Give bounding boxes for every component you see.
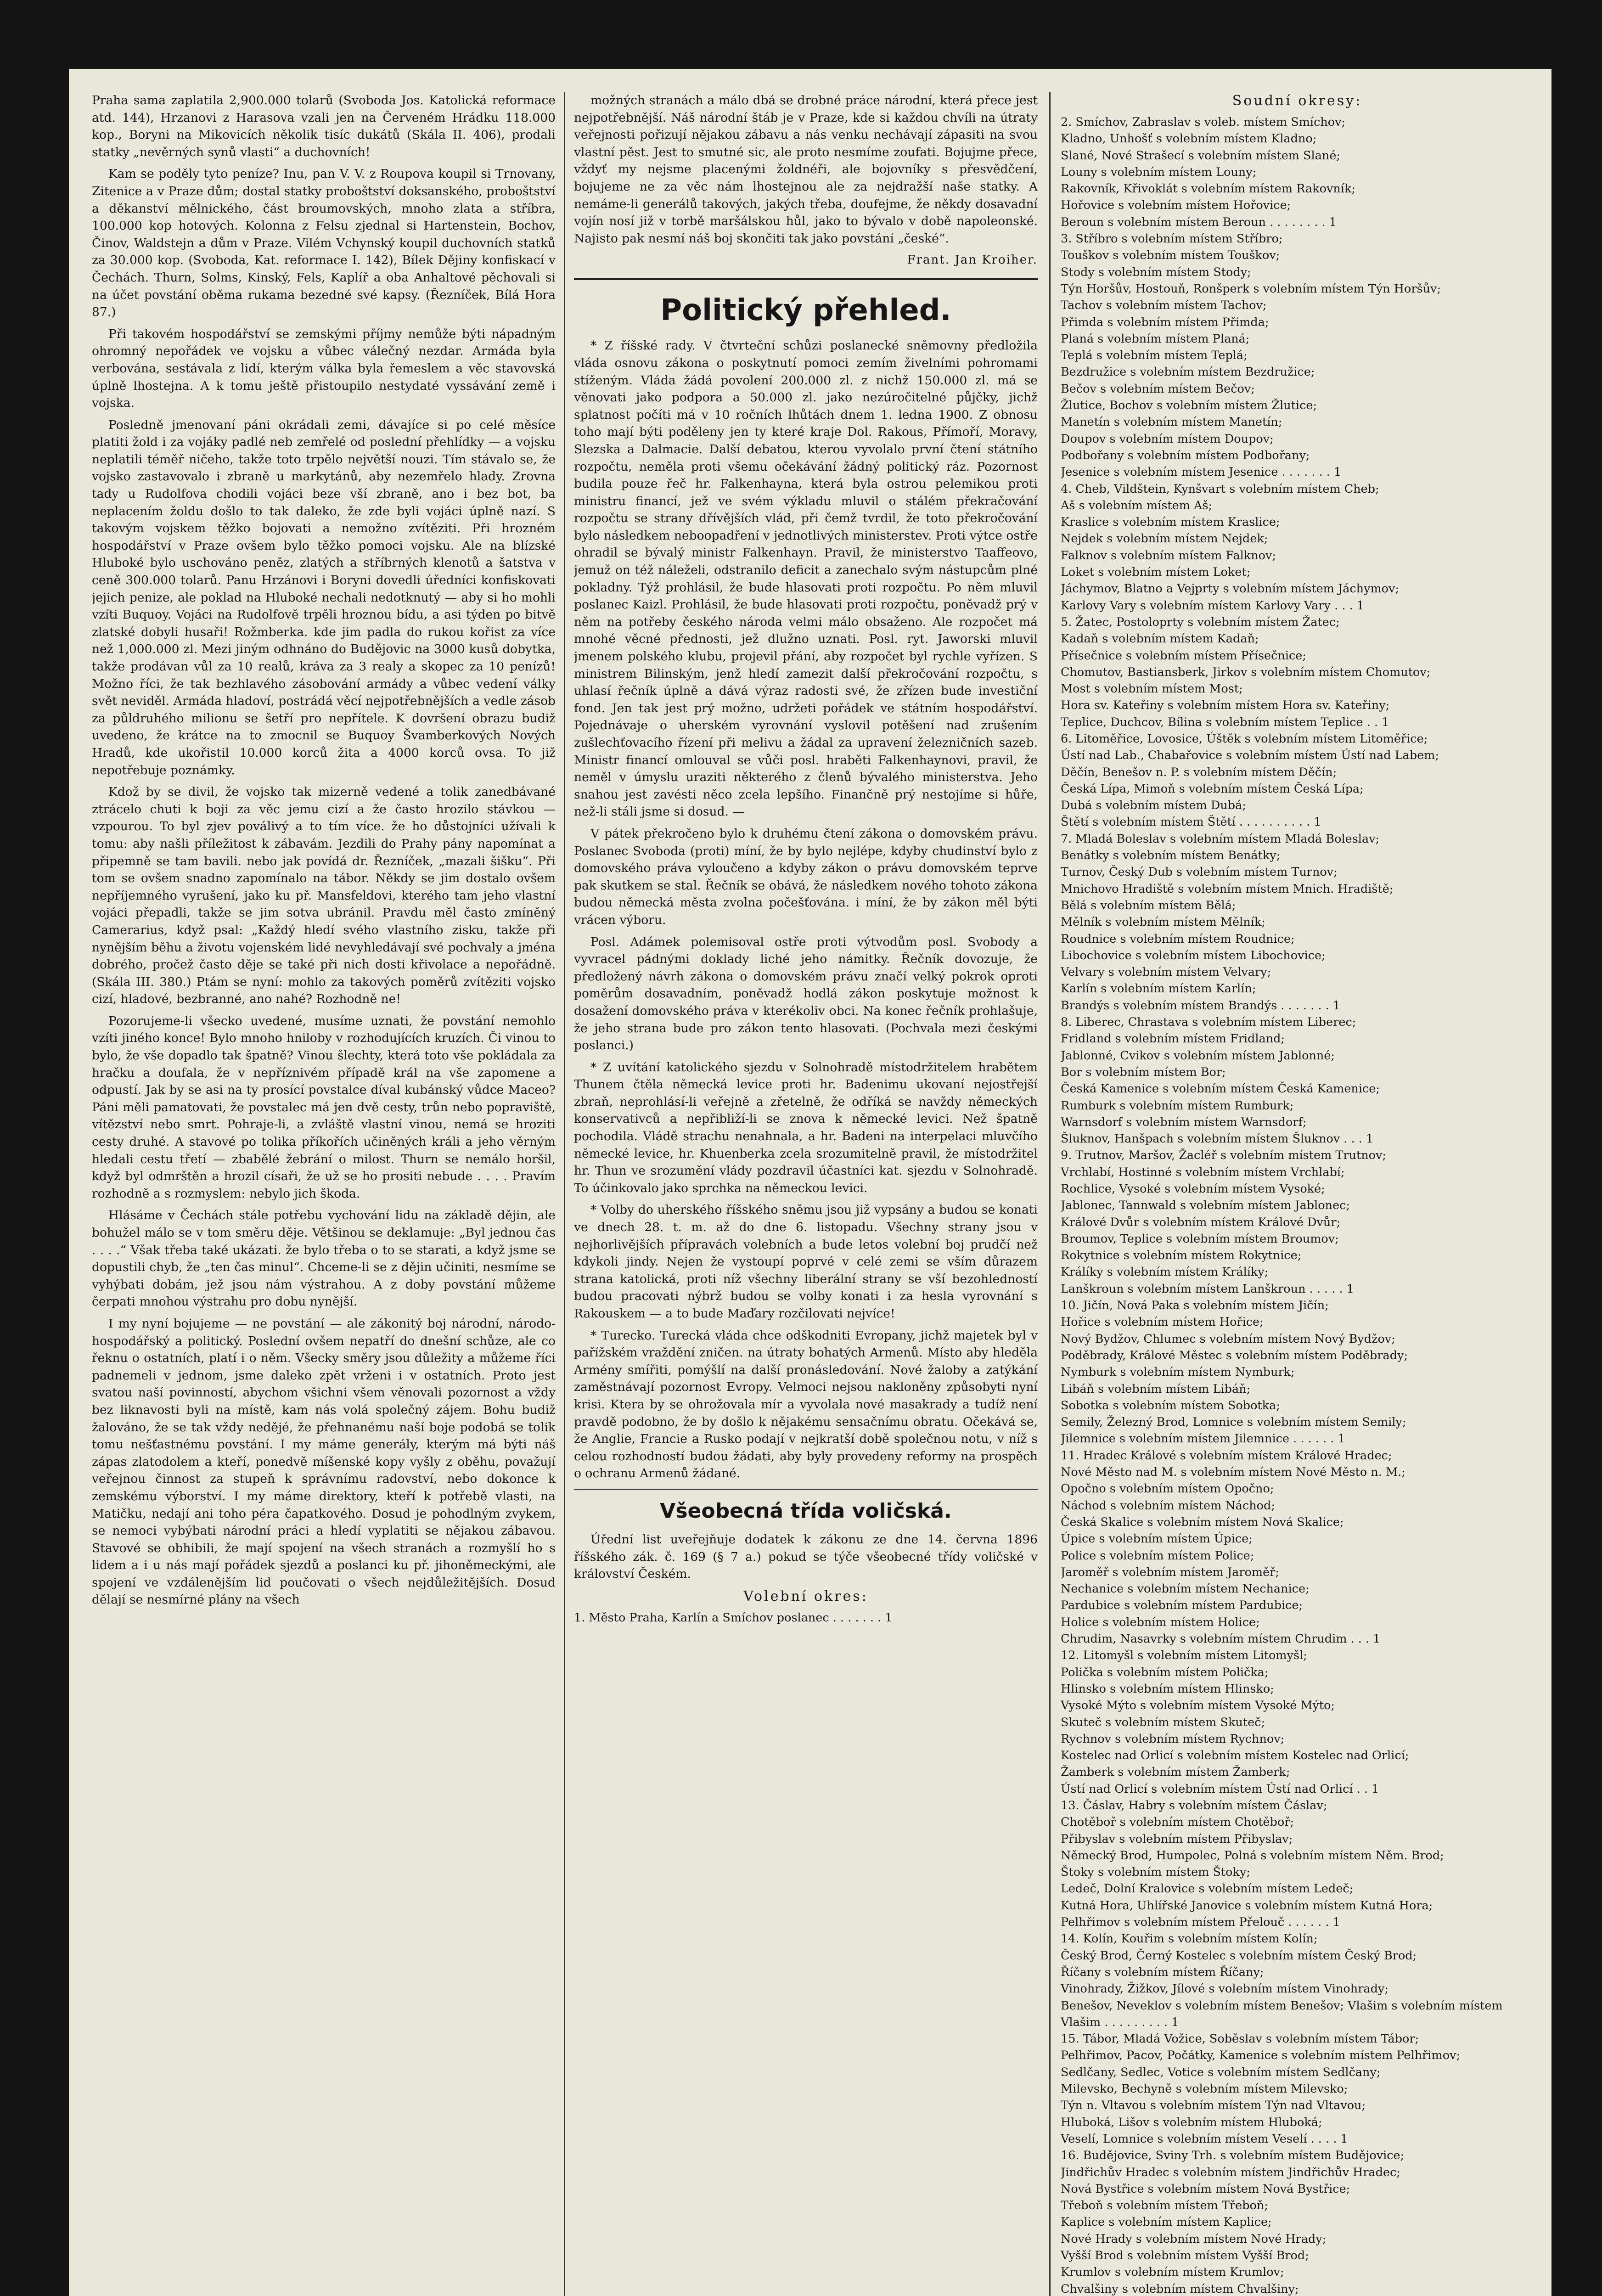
court-district-item: Pelhřimov, Pacov, Počátky, Kamenice s volebním místem Pelhřimov; xyxy=(1061,2048,1461,2063)
column-2 xyxy=(574,92,1038,2296)
article-paragraph: * Volby do uherského říšského sněmu jsou již vypsány a budou se konati ve dnech 28. t. m. až do dne 6. listopadu. Všechny strany jsou v nejhorlivějších přípravách volebních a bude letos volební boj prudčí než kdykoli jindy. Nejen že vystoupí poprvé v celé zemi se vším důrazem strana katolická, proti níž všechny liberální strany se vší bezohledností budou pracovati nýbrž budou se volby konati i za hesla vyrovnání s Rakouskem — a to bude Maďary rozčilovati nejvíce! xyxy=(574,1203,1038,1321)
article-paragraph: * Z říšské rady. V čtvrteční schůzi poslanecké sněmovny předložila vláda osnovu zákona o poskytnutí pomoci zemím živelními pohromami stíženým. Vláda žádá povolení 200.000 zl. z nichž 150.000 zl. má se věnovati jako podpora a 50.000 zl. jako nezúročitelné půjčky, jichž splatnost počíti má v 10 ročních lhůtách dnem 1. ledna 1900. Z obnosu toho mají býti poděleny jen ty které kraje Dol. Rakous, Přímoří, Moravy, Slezska a Dalmacie. Další debatou, kterou vyvolalo první čtení státního rozpočtu, neměla proti všemu očekávání žádný politický ráz. Pozornost budila pouze řeč hr. Falkenhayna, která byla ostrou pelemikou proti ministru financí, jež ve svém výkladu mluvil o stálém překračování rozpočtu se strany dřívějších vlád, při čemž tvrdil, že toto překročování bylo následkem neboopadření v jednotlivých ministerstev. Proti výtce ostře ohradil se bývalý ministr Falkenhayn. Pravil, že ministerstvo Taaffeovo, jemuž on též náleželi, odstranilo deficit a zanechalo svým nástupcům plné pokladny. Týž prohlásil, že bude hlasovati proti rozpočtu. Po něm mluvil poslanec Kaizl. Prohlásil, že bude hlasovati proti rozpočtu, poněvadž prý v něm na potřeby českého národa velmi málo obsaženo. Ale rozpočet má mnohé věcné přednosti, jež dlužno uznati. Posl. ryt. Jaworski mluvil jmenem polského klubu, projevil přání, aby rozpočet byl rychle vyřízen. S ministrem Bilinským, jenž hledí zamezit další překročování rozpočtu, s uhlasí řečník úplně a dává výraz radosti své, že zřízen bude investiční fond. Jen tak jest prý možno, udržeti pořádek ve státním hospodářství. Pojednávaje o uherském vyrovnání vyslovil potěšení nad zrušením zušlechťovacího řízení při melivu a žádal za upravení železničních sazeb. Ministr financí omlouval se vůči posl. hraběti Falkenhaynovi, pravil, že neměl v úmyslu uraziti některého z členů bývalého ministerstva. Jeho snahou jest zavésti něco zcela lepšího. Finančně prý nestojíme si hůře, než-li stáli jsme si dosud. — xyxy=(574,338,1038,819)
court-district-item: Kladno, Unhošť s volebním místem Kladno; xyxy=(1061,132,1317,146)
court-district-item: Kadaň s volebním místem Kadaň; xyxy=(1061,632,1259,646)
court-district-item: Jáchymov, Blatno a Vejprty s volebním místem Jáchymov; xyxy=(1061,582,1400,596)
court-district-item: Skuteč s volebním místem Skuteč; xyxy=(1061,1715,1265,1729)
court-district-item: Kaplice s volebním místem Kaplice; xyxy=(1061,2215,1272,2229)
electoral-district-item: 1. Město Praha, Karlín a Smíchov poslanec . . . . . . . 1 xyxy=(574,1610,893,1625)
court-district-item: 14. Kolín, Kouřim s volebním místem Kolín; xyxy=(1061,1932,1318,1946)
court-district-item: Police s volebním místem Police; xyxy=(1061,1548,1254,1563)
court-district-item: Poděbrady, Králové Městec s volebním místem Poděbrady; xyxy=(1061,1348,1408,1362)
court-district-item: Vysoké Mýto s volebním místem Vysoké Mýto; xyxy=(1061,1699,1335,1713)
court-district-item: Benešov, Neveklov s volebním místem Benešov; Vlašim s volebním místem Vlašim . . . . . . . . . 1 xyxy=(1061,1998,1503,2029)
court-district-item: Jilemnice s volebním místem Jilemnice . . . . . . 1 xyxy=(1061,1432,1345,1446)
court-district-item: Sedlčany, Sedlec, Votice s volebním místem Sedlčany; xyxy=(1061,2065,1381,2079)
article-paragraph: Praha sama zaplatila 2,900.000 tolarů (Svoboda Jos. Katolická reformace atd. 144), Hrzanovi z Harasova vzali jen na Červeném Hrádku 118.000 kop., Boryni na Mikovicích několik tisíc dukátů (Skála II. 406), prodali statky „nevěrných synů vlasti“ a duchovních! xyxy=(92,93,556,159)
column-3 xyxy=(1061,92,1534,2296)
court-district-item: Německý Brod, Humpolec, Polná s volebním místem Něm. Brod; xyxy=(1061,1848,1444,1863)
section-title-electoral-class: Všeobecná třída voličská. xyxy=(660,1499,952,1523)
court-district-item: Mělník s volebním místem Mělník; xyxy=(1061,915,1265,929)
court-district-item: 5. Žatec, Postoloprty s volebním místem Žatec; xyxy=(1061,615,1340,629)
electoral-district-heading: Volební okres: xyxy=(743,1588,868,1604)
court-district-item: Vyšší Brod s volebním místem Vyšší Brod; xyxy=(1061,2249,1309,2262)
court-district-item: Bečov s volebním místem Bečov; xyxy=(1061,382,1255,396)
court-district-item: Ledeč, Dolní Kralovice s volebním místem Ledeč; xyxy=(1061,1882,1354,1896)
court-district-item: Hořice s volebním místem Hořice; xyxy=(1061,1315,1264,1329)
court-district-item: Hořovice s volebním místem Hořovice; xyxy=(1061,198,1291,213)
court-district-item: Manetín s volebním místem Manetín; xyxy=(1061,415,1282,429)
court-district-item: Bor s volebním místem Bor; xyxy=(1061,1065,1226,1079)
court-district-item: 2. Smíchov, Zabraslav s voleb. místem Smíchov; xyxy=(1061,115,1346,129)
court-district-item: Česká Lípa, Mimoň s volebním místem Česká Lípa; xyxy=(1061,782,1364,796)
court-district-item: Karlovy Vary s volebním místem Karlovy Vary . . . 1 xyxy=(1061,598,1364,613)
court-district-item: Žamberk s volebním místem Žamberk; xyxy=(1061,1765,1290,1779)
court-district-item: Hluboká, Lišov s volebním místem Hluboká; xyxy=(1061,2115,1322,2129)
article-paragraph: Hlásáme v Čechách stále potřebu vychování lidu na základě dějin, ale bohužel málo se v tom směru děje. Většinou se deklamuje: „Byl jednou čas . . . .“ Však třeba také ukázati. že bylo třeba o to se starati, a když jsme se dopustili chyb, že „ten čas minul“. Chceme-li se z dějin učiniti, nesmíme se vyhýbati dobám, jež jsou nám výstrahou. A z doby povstání můžeme čerpati mnohou výstrahu pro dobu nynější. xyxy=(92,1208,556,1309)
news-items xyxy=(574,337,1038,1482)
court-district-item: 11. Hradec Králové s volebním místem Králové Hradec; xyxy=(1061,1448,1392,1463)
court-district-item: Přimda s volebním místem Přimda; xyxy=(1061,315,1269,329)
court-district-item: Most s volebním místem Most; xyxy=(1061,682,1243,696)
court-district-item: Chrudim, Nasavrky s volebním místem Chrudim . . . 1 xyxy=(1061,1632,1381,1646)
court-district-item: Chomutov, Bastiansberk, Jirkov s volebním místem Chomutov; xyxy=(1061,665,1431,679)
court-district-item: Falknov s volebním místem Falknov; xyxy=(1061,548,1276,563)
article-conclusion xyxy=(574,92,1038,247)
court-district-item: Jaroměř s volebním místem Jaroměř; xyxy=(1061,1565,1279,1579)
court-district-item: Tachov s volebním místem Tachov; xyxy=(1061,298,1267,313)
court-district-item: Libáň s volebním místem Libáň; xyxy=(1061,1382,1251,1396)
court-district-item: Ústí nad Lab., Chabařovice s volebním místem Ústí nad Labem; xyxy=(1061,748,1439,763)
court-district-item: 16. Budějovice, Sviny Trh. s volebním místem Budějovice; xyxy=(1061,2149,1405,2163)
court-district-item: Roudnice s volebním místem Roudnice; xyxy=(1061,932,1295,946)
court-district-item: Dubá s volebním místem Dubá; xyxy=(1061,799,1246,813)
court-district-item: Přibyslav s volebním místem Přibyslav; xyxy=(1061,1832,1293,1846)
court-district-item: Šluknov, Hanšpach s volebním místem Šluknov . . . 1 xyxy=(1061,1132,1374,1146)
article-paragraph: V pátek překročeno bylo k druhému čtení zákona o domovském právu. Poslanec Svoboda (proti) míní, že by bylo nejlépe, kdyby chudinství bylo z domovského práva vyloučeno a kdyby zákon o právu domovském teprve pak skutkem se stal. Řečník se obává, že následkem nového tohoto zákona budou německá města zvolna počešťována. i míní, že by zákon měl býti vrácen výboru. xyxy=(574,826,1038,927)
court-district-item: Nové Hrady s volebním místem Nové Hrady; xyxy=(1061,2232,1327,2246)
court-district-item: Lanškroun s volebním místem Lanškroun . . . . . 1 xyxy=(1061,1282,1354,1296)
court-district-item: 15. Tábor, Mladá Vožice, Soběslav s volebním místem Tábor; xyxy=(1061,2032,1419,2046)
court-district-item: Velvary s volebním místem Velvary; xyxy=(1061,965,1271,979)
court-district-item: Rokytnice s volebním místem Rokytnice; xyxy=(1061,1249,1302,1263)
column-1 xyxy=(92,92,556,2296)
court-district-item: Fridland s volebním místem Fridland; xyxy=(1061,1032,1285,1046)
court-district-item: Kraslice s volebním místem Kraslice; xyxy=(1061,515,1280,529)
court-district-item: Planá s volebním místem Planá; xyxy=(1061,332,1250,346)
court-district-item: Rumburk s volebním místem Rumburk; xyxy=(1061,1098,1294,1113)
court-district-item: Veselí, Lomnice s volebním místem Veselí . . . . 1 xyxy=(1061,2132,1348,2146)
section-rule xyxy=(574,1489,1038,1490)
court-district-item: Podbořany s volebním místem Podbořany; xyxy=(1061,448,1310,462)
court-district-item: Štoky s volebním místem Štoky; xyxy=(1061,1865,1250,1880)
court-district-item: Žlutice, Bochov s volebním místem Žlutice; xyxy=(1061,399,1317,413)
court-district-item: Turnov, Český Dub s volebním místem Turnov; xyxy=(1061,865,1338,879)
court-district-item: Warnsdorf s volebním místem Warnsdorf; xyxy=(1061,1115,1307,1129)
court-district-item: Jesenice s volebním místem Jesenice . . . . . . . 1 xyxy=(1061,465,1342,479)
court-district-item: Holice s volebním místem Holice; xyxy=(1061,1615,1260,1629)
court-district-item: Nechanice s volebním místem Nechanice; xyxy=(1061,1582,1310,1596)
court-district-item: Krumlov s volebním místem Krumlov; xyxy=(1061,2265,1284,2279)
court-district-item: 7. Mladá Boleslav s volebním místem Mladá Boleslav; xyxy=(1061,832,1380,846)
article-paragraph: Kam se poděly tyto peníze? Inu, pan V. V. z Roupova koupil si Trnovany, Zitenice a v Praze dům; dostal statky proboštství doksanského, proboštství a děkanství mělnického, část broumovských, mnoho zlata a stříbra, 100.000 kop hotových. Kolonna z Felsu zjednal si Hartenstein, Bochov, Činov, Waldstejn a dům v Praze. Vilém Vchynský koupil duchovních statků za 30.000 kop. (Svoboda, Kat. reformace I. 142), Bílek Dějiny konfiskací v Čechách. Thurn, Solms, Kinský, Fels, Kaplíř a oba Anhaltové pěchovali si na účet povstání oběma rukama bezedné své kapsy. (Řezníček, Bílá Hora 87.) xyxy=(92,167,556,320)
court-district-item: Teplá s volebním místem Teplá; xyxy=(1061,349,1248,363)
court-district-item: Karlín s volebním místem Karlín; xyxy=(1061,982,1256,996)
court-district-item: Rochlice, Vysoké s volebním místem Vysoké; xyxy=(1061,1182,1325,1196)
court-district-item: Touškov s volebním místem Touškov; xyxy=(1061,248,1280,263)
court-district-item: Bezdružice s volebním místem Bezdružice; xyxy=(1061,365,1315,379)
court-district-item: Vrchlabí, Hostinné s volebním místem Vrchlabí; xyxy=(1061,1165,1345,1179)
court-district-item: 13. Čáslav, Habry s volebním místem Čáslav; xyxy=(1061,1798,1327,1812)
article-paragraph: * Turecko. Turecká vláda chce odškodniti Evropany, jichž majetek byl v pařížském vraždění zničen. na útraty bohatých Armenů. Místo aby hleděla Armény smířiti, pomýšlí na další pronásledování. Nové žaloby a zatýkání zaměstnávají pozornost Evropy. Velmoci nejsou nakloněny způsobyti nyní krisi. Ktera by se ohrožovala mír a vyvolala nové masakrady a tudíž není pravdě podobno, že by došlo k nějakému sensačnímu obratu. Očekává se, že Anglie, Francie a Rusko podají v nejkratší době společnou notu, v níž s celou rozhodností budou žádati, aby byly provedeny reformy na prospěch o ochranu Armenů žádané. xyxy=(574,1328,1038,1481)
court-district-item: Louny s volebním místem Louny; xyxy=(1061,165,1257,179)
court-district-item: Vinohrady, Žižkov, Jílové s volebním místem Vinohrady; xyxy=(1061,1982,1388,1996)
court-district-item: Bělá s volebním místem Bělá; xyxy=(1061,898,1236,912)
court-district-item: Jablonec, Tannwald s volebním místem Jablonec; xyxy=(1061,1199,1350,1213)
section-title-political-review: Politický přehled. xyxy=(660,293,951,328)
court-district-item: Opočno s volebním místem Opočno; xyxy=(1061,1482,1274,1496)
court-district-item: Říčany s volebním místem Říčany; xyxy=(1061,1965,1264,1979)
court-district-item: 9. Trutnov, Maršov, Žacléř s volebním místem Trutnov; xyxy=(1061,1148,1387,1163)
court-district-item: Kutná Hora, Uhlířské Janovice s volebním místem Kutná Hora; xyxy=(1061,1898,1433,1913)
court-district-item: Pelhřimov s volebním místem Přelouč . . . . . . 1 xyxy=(1061,1915,1340,1930)
court-district-item: Nejdek s volebním místem Nejdek; xyxy=(1061,532,1268,546)
court-district-item: Náchod s volebním místem Náchod; xyxy=(1061,1498,1275,1513)
court-district-item: Ústí nad Orlicí s volebním místem Ústí nad Orlicí . . 1 xyxy=(1061,1782,1379,1796)
court-district-item: Chvalšiny s volebním místem Chvalšiny; xyxy=(1061,2282,1299,2296)
article-paragraph: Pozorujeme-li všecko uvedené, musíme uznati, že povstání nemohlo vzíti jiného konce! Bylo mnoho hniloby v rozhodujících kruzích. Či vinou to bylo, že vše dopadlo tak špatně? Vinou šlechty, která toto vše pokládala za hračku a doufala, že v nepříznivém případě král na vše zapomene a odpustí. Jak by se asi na ty prosící povstalce díval kubánský vůdce Maceo? Páni měli pamatovati, že povstalec má jen dvě cesty, trůn nebo popraviště, vítězství nebo smrt. Pohraje-li, a zvláště vlastní vinou, nemá se hroziti cesty druhé. A stavové po tolika příkořích učiněných králi a jeho věrným hledali cestu třetí — zbabělé žebrání o milost. Thurn se nemálo horšil, když byl odmrštěn a hrozil císaři, že už se ho prositi nebude . . . . Pravím rozhodně a s rozmyslem: nebylo jich škoda. xyxy=(92,1013,556,1201)
court-district-item: Polička s volebním místem Polička; xyxy=(1061,1665,1269,1679)
court-districts-list xyxy=(1061,114,1534,2296)
court-district-item: Rakovník, Křivoklát s volebním místem Rakovník; xyxy=(1061,182,1356,196)
column-divider xyxy=(564,92,565,2296)
court-districts-heading: Soudní okresy: xyxy=(1232,93,1362,109)
official-notice: Úřední list uveřejňuje dodatek k zákonu ze dne 14. června 1896 říšského zák. č. 169 (§ 7 a.) pokud se týče všeobecné třídy voličské v království Českém. xyxy=(574,1532,1038,1581)
court-district-item: Rychnov s volebním místem Rychnov; xyxy=(1061,1732,1285,1746)
court-district-item: Stody s volebním místem Stody; xyxy=(1061,265,1251,279)
article-paragraph: Kdož by se divil, že vojsko tak mizerně vedené a tolik zanedbávané ztrácelo chuti k boji za věc jemu cizí a že často hrozilo stávkou — vzpourou. To byl zjev poválivý a to tím více. že ho důstojníci užívali k tomu: aby našli příležitost k zábavám. Jezdili do Prahy pány napomínat a připemně se tam bavili. nebo jak povídá dr. Řezníček, „mazali šišku“. Při tom se ovšem snadno zapomínalo na tábor. Někdy se jim dostalo ovšem nepříjemného vyrušení, jako ku př. Mansfeldovi, kterého tam jeho vlastní vojáci přepadli, takže se jim sotva ubránil. Pravdu měl často zmíněný Camerarius, když psal: „Každý hledí svého vlastního zisku, takže při nynějším běhu a životu vojenském lidé nevyhledávají své pochvaly a jména dobrého, pročež často děje se také při nich dosti křivolace a nepořádně. (Skála III. 380.) Ptám se nyní: mohlo za takových poměrů zvítěziti vojsko cizí, hladové, bezbranné, ano nahé? Rozhodně ne! xyxy=(92,785,556,1007)
article-paragraph: Při takovém hospodářství se zemskými příjmy nemůže býti nápadným ohromný nepořádek ve vojsku a vůbec válečný nezdar. Armáda byla verbována, sestávala z lidí, kterým válka byla řemeslem a věc stavovská úplně lhostejna. A k tomu ještě přistoupilo nestydaté vyssávání země i vojska. xyxy=(92,326,556,411)
court-district-item: Třeboň s volebním místem Třeboň; xyxy=(1061,2199,1268,2213)
court-district-item: Loket s volebním místem Loket; xyxy=(1061,565,1251,580)
article-paragraph: * Z uvítání katolického sjezdu v Solnohradě místodržitelem hrabětem Thunem čtěla německá levice proti hr. Badenimu ukovaní nejostřejší zbraň, neprohlásí-li veřejně a zřetelně, že odříká se navždy německých konservativců a nepřibliží-li se znova k německé levici. Než špatně pochodila. Vládě strachu nenahnala, a hr. Badeni na interpelaci mluvčího německé levice, hr. Khuenberka zcela srozumitelně pravil, že místodržitel hr. Thun ve srozumění vlády pozdravil účastníci kat. sjezdu v Solnohradě. To účinkovalo jako sprchka na německou levici. xyxy=(574,1060,1038,1195)
court-district-item: 8. Liberec, Chrastava s volebním místem Liberec; xyxy=(1061,1015,1356,1030)
newspaper-page xyxy=(69,69,1551,2296)
court-district-item: Český Brod, Černý Kostelec s volebním místem Český Brod; xyxy=(1061,1948,1417,1963)
court-district-item: 4. Cheb, Vildštein, Kynšvart s volebním místem Cheb; xyxy=(1061,482,1379,496)
section-rule xyxy=(574,278,1038,280)
court-district-item: Mnichovo Hradiště s volebním místem Mnich. Hradiště; xyxy=(1061,882,1394,896)
court-district-item: Králíky s volebním místem Králíky; xyxy=(1061,1265,1269,1279)
court-district-item: 12. Litomyšl s volebním místem Litomyšl; xyxy=(1061,1649,1307,1663)
court-district-item: Brandýs s volebním místem Brandýs . . . . . . . 1 xyxy=(1061,998,1341,1013)
article-paragraph: I my nyní bojujeme — ne povstání — ale zákonitý boj národní, národo-hospodářský a politický. Poslední ovšem nepatří do dnešní schůze, ale co řeknu o ostatních, platí i o něm. Všecky směry jsou důležity a můžeme říci padnemeli v jednom, jsme daleko zpět vrženi i v ostatních. Proto jest svatou naší povinností, abychom všichni všem věnovali pozornost a vždy bez liknavosti byli na místě, kam nás volá společný zájem. Bohu budiž žalováno, že se tak vždy nedějé, že přehnanému naší boje podobá se tolik tomu nešťastnému povstání. I my máme generály, kterým má býti náš zápas zlatodolem a kteří, ponedvě míšenské kopy vyšly z oběhu, považují veřejnou činnost za stupeň k správnímu radovství, nebo dokonce k zemskému výborství. I my máme direktory, kteří k potřebě vlasti, na Matičku, nedají ani toho péra čapatkového. Dosud je pohodlným zvykem, se nemoci vybýbati národní práci a hledí vyplatiti se nějakou zábavou. Stavové se obhibili, že mají spojení na všech stranách a rozmyšlí ho s lidem a i u nás mají pořádek sjezdů a poslanci ku př. jihoněmeckými, ale spojení ve vzdálenějším lid poučovati o všech nejdůležitějších. Dosud dělají se nesmírné plány na všech xyxy=(92,1316,556,1607)
article-paragraph: Posledně jmenovaní páni okrádali zemi, dávajíce si po celé měsíce platiti žold i za vojáky padlé neb zemřelé od poslední přehlídky — a vojsku neplatili téměř ničeho, takže toto trpělo největší nouzi. Tím stávalo se, že vojsko zastavovalo i zbraně u markytánů, aby nezemřelo hlady. Zrovna tady u Rudolfova chodili vojáci beze vší zbraně, ano i bez bot, ba neplacením žoldu došlo to tak daleko, že zde byli vojáci úplně nazí. S takovým vojskem těžko bojovati a nemožno zvítěziti. Při hrozném hospodářství v Praze ovšem bylo těžko pomoci vojsku. Ale na blízské Hluboké bylo uschováno peněz, zlatých a stříbrných klenotů a šatstva v ceně 300.000 tolarů. Panu Hrzánovi i Boryni dovedli úředníci konfiskovati jejich penize, ale poklad na Hluboké nechali nedotknutý — aby si ho mohli vzíti Buquoy. Vojáci na Rudolfově trpěli hroznou bídu, a asi týden po bitvě zlatské dobyli husaři! Rožmberka. kde jim padla do rukou kořist za více než 1,000.000 zl. Mezi jiným odhnáno do Budějovic na 3000 kusů dobytka, takže prodávan vůl za 10 realů, kráva za 3 realy a skopec za 10 penízů! Možno říci, že tak bezhlavého zásobování armády a vůbec vedení války svět neviděl. Armáda hladoví, postrádá věcí nejpotřebnějších a vedle zásob za půldruhého milionu se šetří pro nepřítele. K dovršení obrazu budiž uvedeno, že krátce na to zmocnil se Buquoy Švamberkových Nových Hradů, kde ukořistil 10.000 korců žita a 4000 korců ovsa. To již nepotřebuje poznámky. xyxy=(92,417,556,777)
court-district-item: Jablonné, Cvikov s volebním místem Jablonné; xyxy=(1061,1048,1335,1063)
court-district-item: Česká Kamenice s volebním místem Česká Kamenice; xyxy=(1061,1082,1380,1096)
court-district-item: Česká Skalice s volebním místem Nová Skalice; xyxy=(1061,1515,1344,1529)
court-district-item: Teplice, Duchcov, Bílina s volebním místem Teplice . . 1 xyxy=(1061,715,1389,729)
court-district-item: Děčín, Benešov n. P. s volebním místem Děčín; xyxy=(1061,765,1337,779)
column-divider xyxy=(1049,92,1051,2296)
court-district-item: Jindřichův Hradec s volebním místem Jindřichův Hradec; xyxy=(1061,2165,1400,2179)
court-district-item: Nový Bydžov, Chlumec s volebním místem Nový Bydžov; xyxy=(1061,1332,1395,1346)
court-district-item: Štětí s volebním místem Štětí . . . . . . . . . . 1 xyxy=(1061,815,1321,829)
court-district-item: Beroun s volebním místem Beroun . . . . . . . . 1 xyxy=(1061,215,1337,229)
court-district-item: 3. Stříbro s volebním místem Stříbro; xyxy=(1061,232,1283,246)
court-district-item: Broumov, Teplice s volebním místem Broumov; xyxy=(1061,1232,1339,1246)
court-district-item: 6. Litoměřice, Lovosice, Úštěk s volebním místem Litoměřice; xyxy=(1061,732,1428,746)
court-district-item: Doupov s volebním místem Doupov; xyxy=(1061,432,1274,446)
court-district-item: Semily, Železný Brod, Lomnice s volebním místem Semily; xyxy=(1061,1415,1406,1429)
court-district-item: Benátky s volebním místem Benátky; xyxy=(1061,849,1281,863)
court-district-item: Týn Horšův, Hostouň, Ronšperk s volebním místem Týn Horšův; xyxy=(1061,281,1441,296)
article-paragraph: možných stranách a málo dbá se drobné práce národní, která přece jest nejpotřebnější. Náš národní štáb je v Praze, kde si každou chvíli na útraty veřejnosti pořizují nějakou zábavu a nás venku nechávají zápasiti na svou vlastní pěst. Jest to smutné sic, ale proto nesmíme zoufati. Bojujme přece, vždyť my nejsme placenými žoldnéři, ale bojovníky s přesvědčení, bojujeme ne za věc nám lhostejnou ale za nejdražší naše statky. A nemáme-li generálů takových, jakých třeba, doufejme, že někdy dosavadní vojín nosí již v torbě maršálskou hůl, jako to bývalo v době napoleonské. Najisto pak nesmí náš boj skončiti tak jako povstání „české“. xyxy=(574,93,1038,246)
court-district-item: Nové Město nad M. s volebním místem Nové Město n. M.; xyxy=(1061,1465,1405,1480)
court-district-item: Libochovice s volebním místem Libochovice; xyxy=(1061,948,1326,962)
court-district-item: Hlinsko s volebním místem Hlinsko; xyxy=(1061,1682,1274,1696)
court-district-item: Týn n. Vltavou s volebním místem Týn nad Vltavou; xyxy=(1061,2099,1366,2113)
court-district-item: Hora sv. Kateřiny s volebním místem Hora sv. Kateřiny; xyxy=(1061,698,1390,713)
court-district-item: Králové Dvůr s volebním místem Králové Dvůr; xyxy=(1061,1215,1341,1229)
court-district-item: Úpice s volebním místem Úpice; xyxy=(1061,1532,1253,1546)
court-district-item: Nymburk s volebním místem Nymburk; xyxy=(1061,1365,1295,1379)
court-district-item: Sobotka s volebním místem Sobotka; xyxy=(1061,1398,1280,1412)
court-district-item: Milevsko, Bechyně s volebním místem Milevsko; xyxy=(1061,2082,1348,2096)
court-district-item: Přísečnice s volebním místem Přísečnice; xyxy=(1061,648,1306,663)
court-district-item: Pardubice s volebním místem Pardubice; xyxy=(1061,1598,1303,1613)
court-district-item: Chotěboř s volebním místem Chotěboř; xyxy=(1061,1815,1294,1829)
court-district-item: Nová Bystřice s volebním místem Nová Bystřice; xyxy=(1061,2182,1350,2196)
author-signature: Frant. Jan Kroiher. xyxy=(907,253,1038,267)
article-paragraph: Posl. Adámek polemisoval ostře proti výtvodům posl. Svobody a vyvracel pádnými doklady liché jeho námitky. Řečník dovozuje, že předložený návrh zákona o domovském právu značí velký pokrok oproti poměrům dosavadním, poněvadž hodlá zákon poskytuje možnost k dosažení domovského práva v kterékoliv obci. Na konec řečník prohlašuje, že jeho strana bude pro zákon tento hlasovati. (Pochvala mezi českými poslanci.) xyxy=(574,934,1038,1053)
court-district-item: Aš s volebním místem Aš; xyxy=(1061,498,1213,512)
court-district-item: Kostelec nad Orlicí s volebním místem Kostelec nad Orlicí; xyxy=(1061,1749,1409,1763)
court-district-item: 10. Jičín, Nová Paka s volebním místem Jičín; xyxy=(1061,1299,1329,1313)
court-district-item: Slané, Nové Strašecí s volebním místem Slané; xyxy=(1061,148,1341,163)
